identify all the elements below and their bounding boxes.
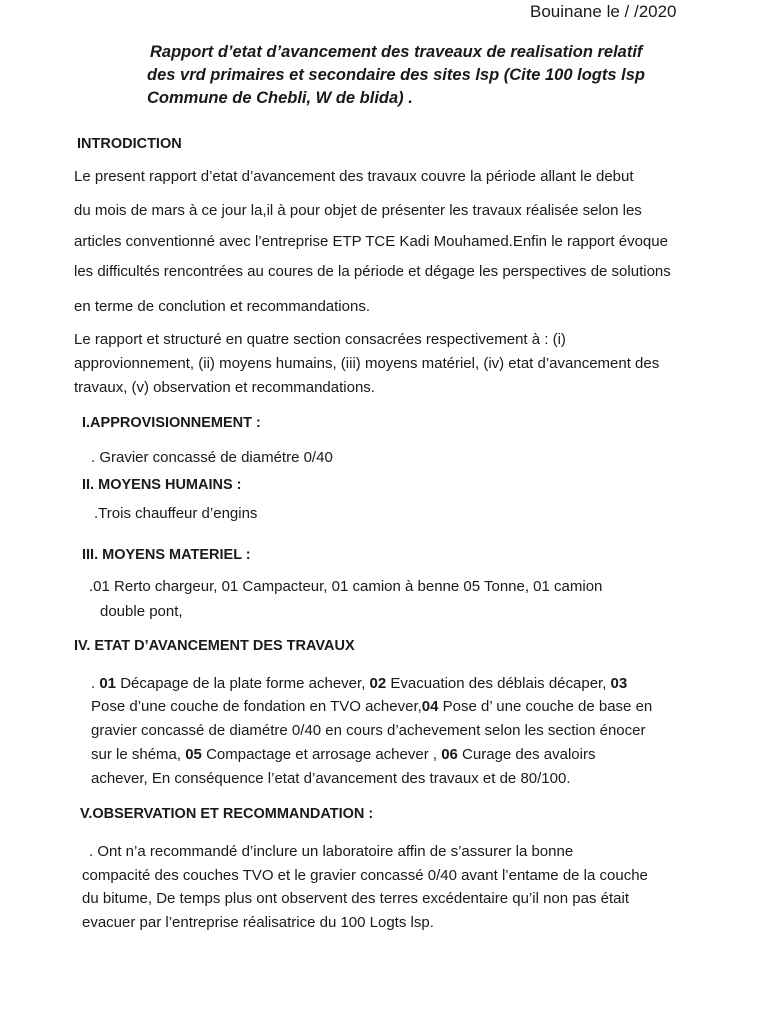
intro-para1-line-5: en terme de conclution et recommandations. [74,298,370,315]
intro-para1-line-2: du mois de mars à ce jour la,il à pour objet de présenter les travaux réalisée selon les [74,202,642,219]
intro-para1-line-1: Le present rapport d’etat d’avancement des travaux couvre la période allant le debut [74,168,634,185]
section-4-heading: IV. ETAT D’AVANCEMENT DES TRAVAUX [74,638,355,654]
introduction-heading: INTRODICTION [77,136,182,152]
section-1-item: . Gravier concassé de diamétre 0/40 [91,449,333,466]
section-5-heading: V.OBSERVATION ET RECOMMANDATION : [80,806,374,822]
section-5-line-1: . Ont n’a recommandé d’inclure un laboratoire affin de s’assurer la bonne [89,843,574,860]
section-5-line-3: du bitume, De temps plus ont observent des terres excédentaire qu’il non pas était [82,890,629,907]
section-5-line-2: compacité des couches TVO et le gravier concassé 0/40 avant l’entame de la couche [82,867,648,884]
section-4-line-1: . 01 Décapage de la plate forme achever, 02 Evacuation des déblais décaper, 03 [91,675,628,692]
intro-para2-line-3: travaux, (v) observation et recommandations. [74,379,375,396]
intro-para1-line-3: articles conventionné avec l’entreprise ETP TCE Kadi Mouhamed.Enfin le rapport évoque [74,233,668,250]
date-line: Bouinane le / /2020 [530,2,677,21]
intro-para1-line-4: les difficultés rencontrées au coures de la période et dégage les perspectives de solutions [74,263,671,280]
section-4-line-2: Pose d’une couche de fondation en TVO achever,04 Pose d’ une couche de base en [91,698,653,715]
title-line-1: Rapport d’etat d’avancement des traveaux de realisation relatif [150,43,643,61]
section-2-item: .Trois chauffeur d’engins [94,505,258,522]
section-3-line-2: double pont, [100,603,183,620]
section-1-heading: I.APPROVISIONNEMENT : [82,415,261,431]
section-4-line-3: gravier concassé de diamétre 0/40 en cours d’achevement selon les section énocer [91,722,646,739]
intro-para2-line-1: Le rapport et structuré en quatre section consacrées respectivement à : (i) [74,331,566,348]
section-4-line-5: achever, En conséquence l’etat d’avancement des travaux et de 80/100. [91,770,571,787]
title-line-2: des vrd primaires et secondaire des sites lsp (Cite 100 logts lsp [147,66,645,84]
intro-para2-line-2: approvionnement, (ii) moyens humains, (iii) moyens matériel, (iv) etat d’avancement des [74,355,660,372]
section-3-line-1: .01 Rerto chargeur, 01 Campacteur, 01 camion à benne 05 Tonne, 01 camion [89,578,603,595]
section-5-line-4: evacuer par l’entreprise réalisatrice du 100 Logts lsp. [82,914,434,931]
section-2-heading: II. MOYENS HUMAINS : [82,477,242,493]
section-3-heading: III. MOYENS MATERIEL : [82,547,251,563]
title-line-3: Commune de Chebli, W de blida) . [147,89,413,107]
section-4-line-4: sur le shéma, 05 Compactage et arrosage achever , 06 Curage des avaloirs [91,746,596,763]
